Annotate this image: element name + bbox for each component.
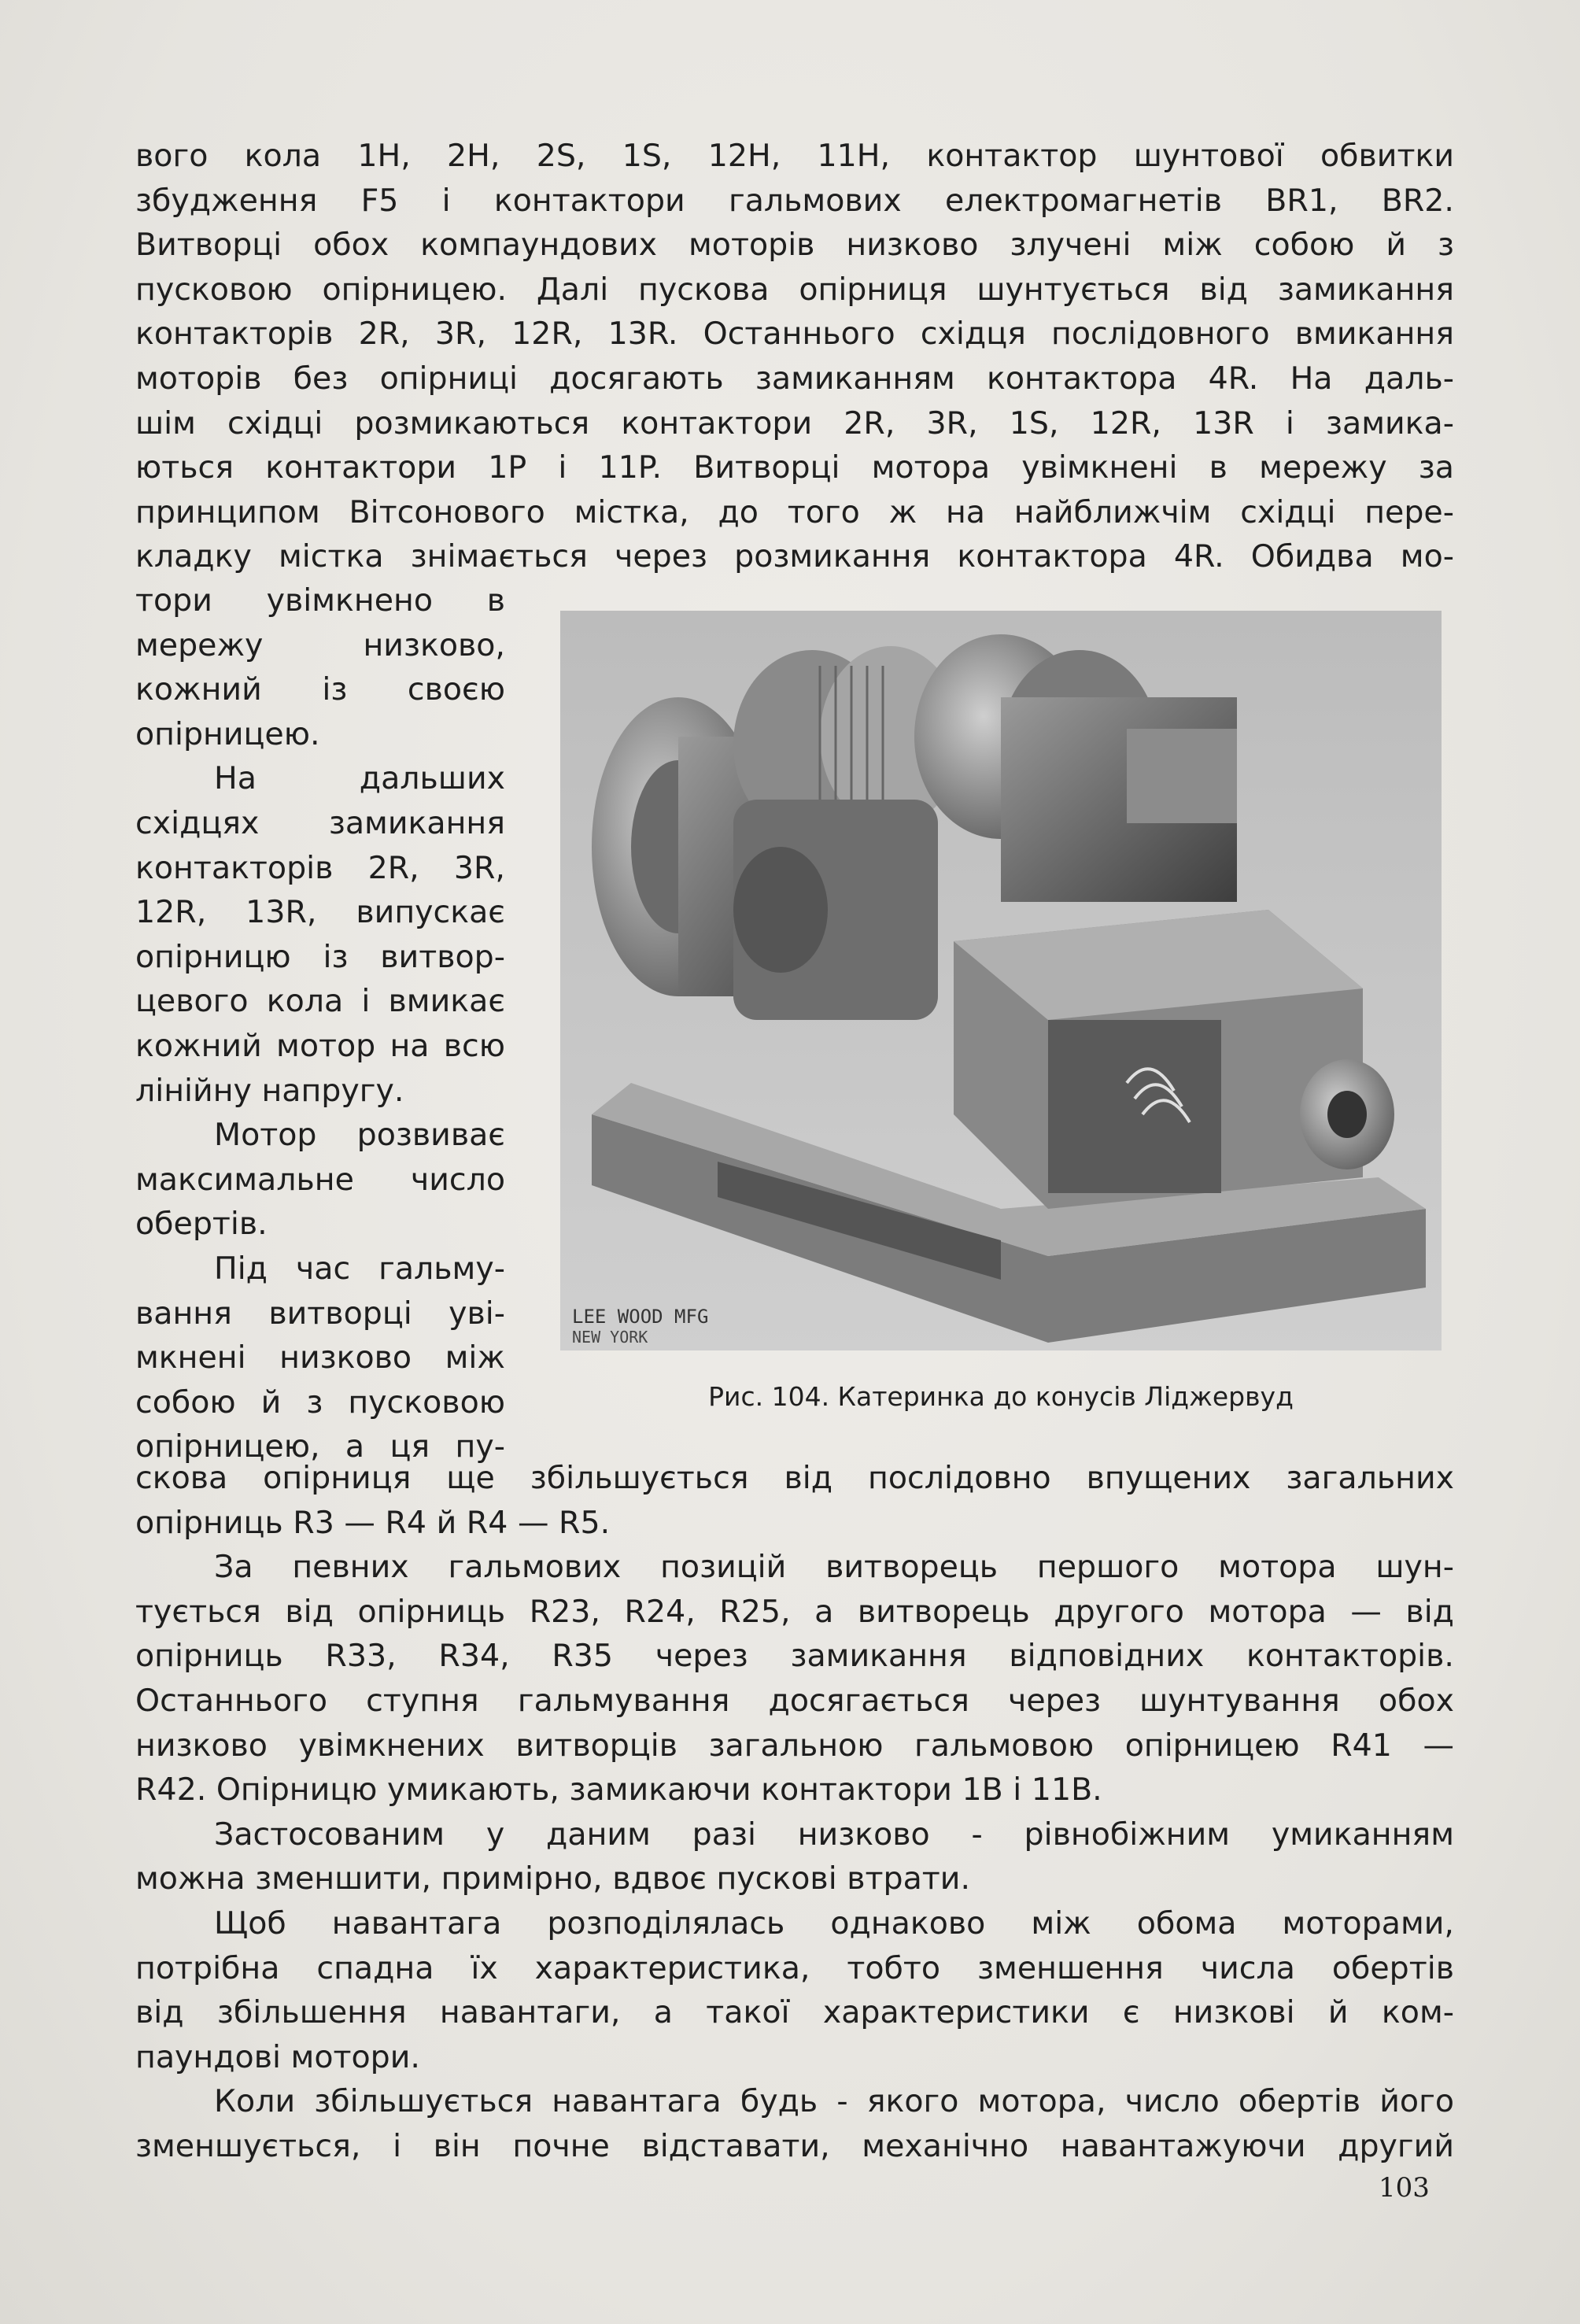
nameplate-text-1: LEE WOOD MFG — [572, 1306, 709, 1328]
text-line: лінійну напругу. — [135, 1072, 404, 1109]
text-line: опірницею. — [135, 715, 320, 752]
text-line: вання витворці уві- — [135, 1295, 505, 1332]
text-line: Щоб навантага розподілялась однаково між обома моторами, — [214, 1905, 1454, 1942]
text-line: кладку містка знімається через розмикання контактора 4R. Обидва мо- — [135, 538, 1454, 575]
text-line: скова опірниця ще збільшується від послідовно впущених загальних — [135, 1460, 1454, 1496]
text-line: східцях замикання — [135, 804, 505, 841]
text-line: R42. Опірницю умикають, замикаючи контактори 1B і 11B. — [135, 1772, 1102, 1809]
side-text-column — [135, 578, 505, 1469]
text-line: від збільшення навантаги, а такої характеристики є низкові й ком- — [135, 1994, 1454, 2031]
text-line: потрібна спадна їх характеристика, тобто зменшення числа обертів — [135, 1949, 1454, 1986]
text-line: моторів без опірниці досягають замиканням контактора 4R. На даль- — [135, 360, 1454, 397]
text-line: вого кола 1H, 2H, 2S, 1S, 12H, 11H, контактор шунтової обвитки — [135, 138, 1454, 174]
text-line: пусковою опірницею. Далі пускова опірниця шунтується від замикання — [135, 271, 1454, 308]
text-line: паундові мотори. — [135, 2038, 420, 2075]
text-line: обертів. — [135, 1206, 268, 1243]
text-line: максимальне число — [135, 1161, 505, 1198]
text-line: цевого кола і вмикає — [135, 983, 505, 1020]
text-line: контакторів 2R, 3R, 12R, 13R. Останнього східця послідовного вмикання — [135, 316, 1454, 353]
text-line: контакторів 2R, 3R, — [135, 849, 505, 886]
text-line: опірниць R33, R34, R35 через замикання відповідних контакторів. — [135, 1638, 1454, 1675]
text-line: мкнені низково між — [135, 1339, 505, 1376]
text-line: ються контактори 1P і 11P. Витворці мотора увімкнені в мережу за — [135, 449, 1454, 486]
text-line: На дальших — [214, 760, 505, 797]
text-line: низково увімкнених витворців загальною гальмовою опірницею R41 — — [135, 1727, 1454, 1764]
winch-photo — [560, 611, 1442, 1350]
nameplate-text-2: NEW YORK — [572, 1328, 648, 1347]
text-line: тується від опірниць R23, R24, R25, а витворець другого мотора — від — [135, 1593, 1454, 1630]
bottom-paragraphs — [135, 1456, 1454, 2169]
text-line: опірниць R3 — R4 й R4 — R5. — [135, 1504, 611, 1541]
text-line: собою й з пусковою — [135, 1384, 505, 1421]
text-line: кожний мотор на всю — [135, 1027, 505, 1064]
text-line: кожний із своєю — [135, 671, 505, 708]
text-line: збудження F5 і контактори гальмових електромагнетів BR1, BR2. — [135, 182, 1454, 219]
text-line: За певних гальмових позицій витворець першого мотора шун- — [214, 1549, 1454, 1586]
text-line: шім східці розмикаються контактори 2R, 3R, 1S, 12R, 13R і замика- — [135, 405, 1454, 442]
text-line: Коли збільшується навантага будь - якого мотора, число обертів його — [214, 2083, 1454, 2120]
text-line: тори увімкнено в — [135, 582, 505, 619]
text-line: Витворці обох компаундових моторів низково злучені між собою й з — [135, 227, 1454, 264]
text-line: зменшується, і він почне відставати, механічно навантажуючи другий — [135, 2127, 1454, 2164]
text-line: Останнього ступня гальмування досягається через шунтування обох — [135, 1682, 1454, 1719]
winch-illustration — [560, 611, 1442, 1350]
top-paragraph — [135, 134, 1454, 579]
text-line: Під час гальму- — [214, 1250, 505, 1287]
text-line: 12R, 13R, випускає — [135, 894, 505, 931]
text-line: можна зменшити, примірно, вдвоє пускові втрати. — [135, 1860, 971, 1897]
text-line: мережу низково, — [135, 626, 505, 663]
text-line: принципом Вітсонового містка, до того ж на найближчім східці пере- — [135, 493, 1454, 530]
text-line: Застосованим у даним разі низково - рівнобіжним умиканням — [214, 1816, 1454, 1853]
figure-caption: Рис. 104. Катеринка до конусів Ліджервуд — [708, 1381, 1294, 1412]
page-number: 103 — [1379, 2172, 1430, 2204]
text-line: опірницю із витвор- — [135, 938, 505, 975]
text-line: опірницею, а ця пу- — [135, 1428, 505, 1465]
text-line: Мотор розвиває — [214, 1117, 505, 1154]
